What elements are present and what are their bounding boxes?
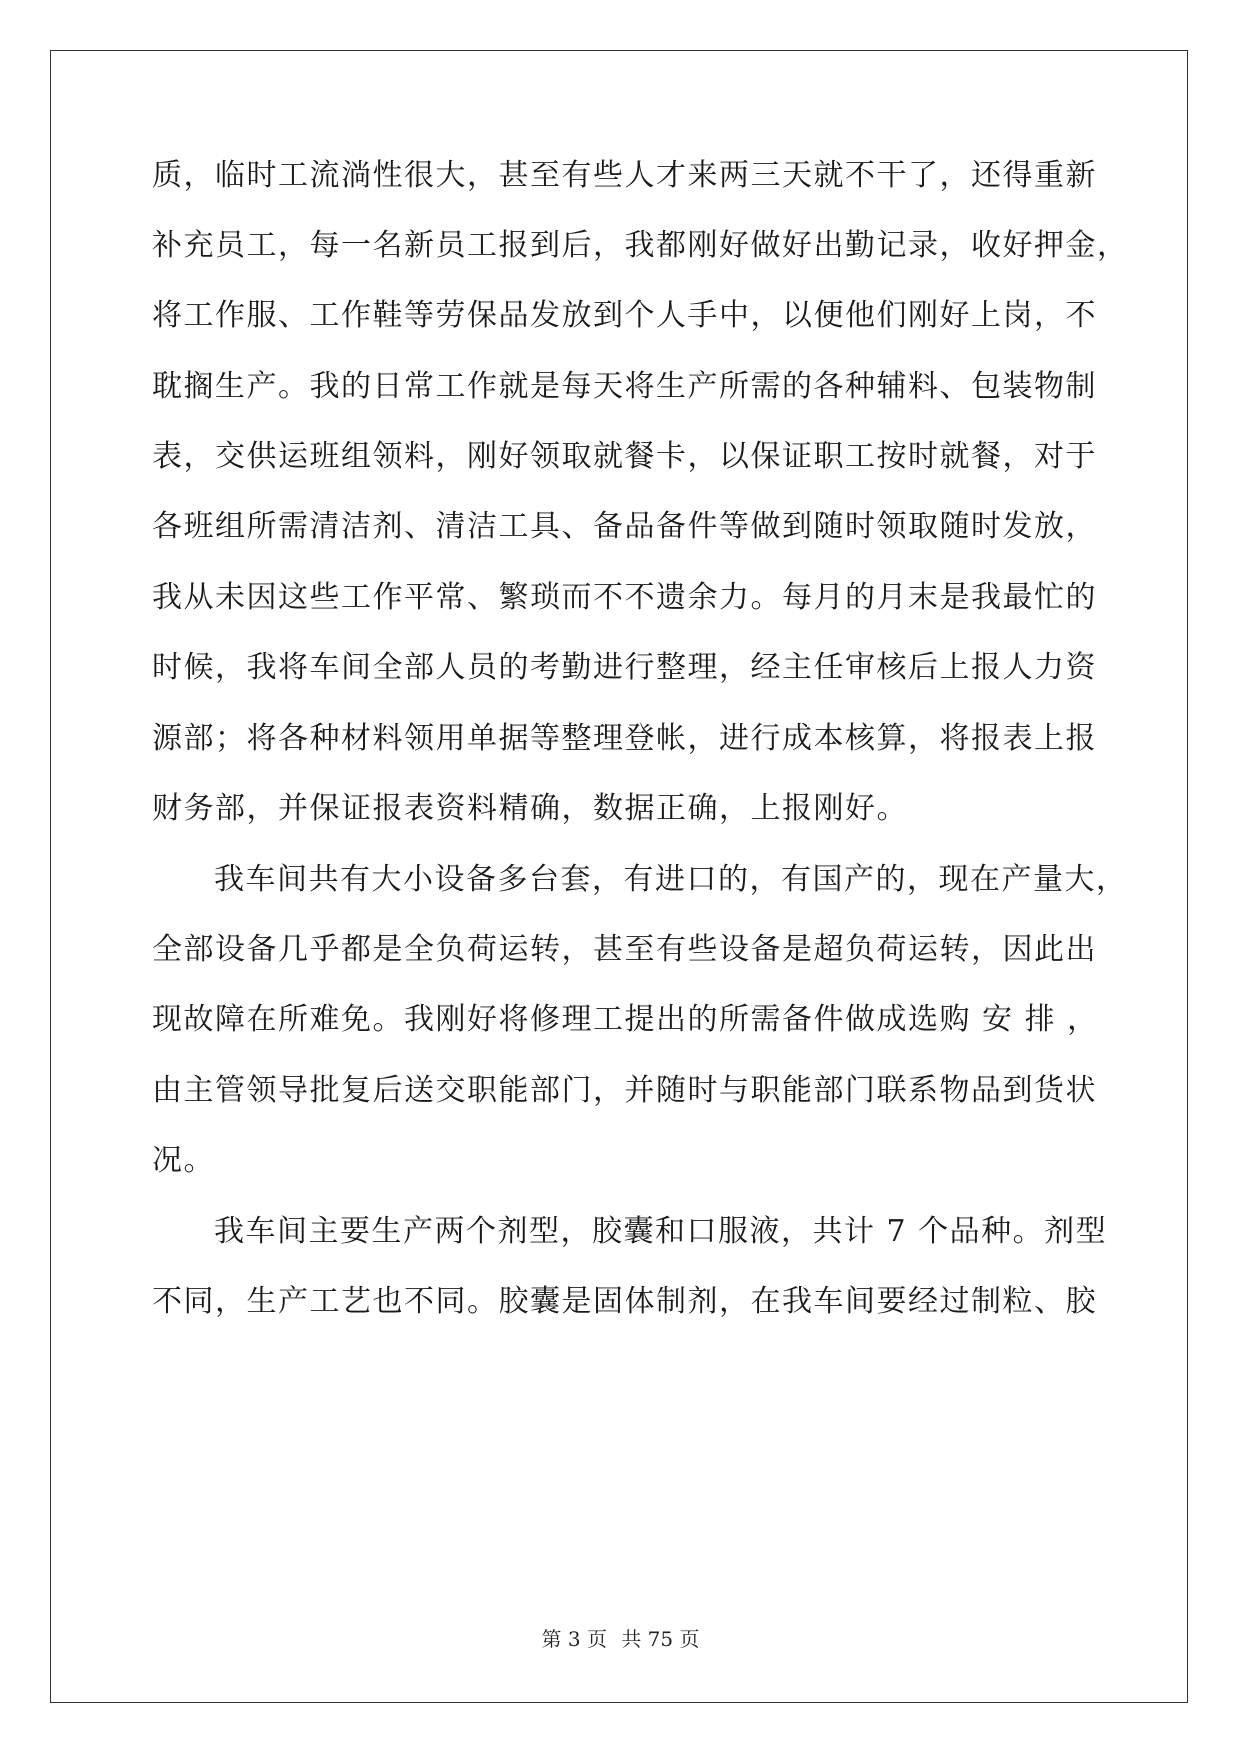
- text-line: 全部设备几乎都是全负荷运转，甚至有些设备是超负荷运转，因此出: [152, 932, 1097, 967]
- text-line: 财务部，并保证报表资料精确，数据正确，上报刚好。: [152, 791, 908, 826]
- text-line: 我从未因这些工作平常、繁琐而不不遗余力。每月的月末是我最忙的: [152, 580, 1097, 615]
- text-line: 由主管领导批复后送交职能部门，并随时与职能部门联系物品到货状: [152, 1073, 1097, 1108]
- page-total: 共 75 页: [621, 1627, 700, 1651]
- text-line: 时候，我将车间全部人员的考勤进行整理，经主任审核后上报人力资: [152, 650, 1097, 685]
- text-line: 表，交供运班组领料，刚好领取就餐卡，以保证职工按时就餐，对于: [152, 439, 1097, 474]
- text-line: 现故障在所难免。我刚好将修理工提出的所需备件做成选购 安 排 ，: [152, 1002, 1099, 1037]
- text-line: 不同，生产工艺也不同。胶囊是固体制剂，在我车间要经过制粒、胶: [152, 1284, 1097, 1319]
- page-footer: [0, 1625, 1241, 1653]
- text-line: 质，临时工流淌性很大，甚至有些人才来两三天就不干了，还得重新: [152, 158, 1097, 193]
- text-line: 各班组所需清洁剂、清洁工具、备品备件等做到随时领取随时发放，: [152, 509, 1097, 544]
- text-line: 将工作服、工作鞋等劳保品发放到个人手中，以便他们刚好上岗，不: [152, 298, 1097, 333]
- text-line: 耽搁生产。我的日常工作就是每天将生产所需的各种辅料、包装物制: [152, 369, 1097, 404]
- text-line: 我车间共有大小设备多台套，有进口的，有国产的，现在产量大，: [214, 862, 1128, 897]
- text-line: 我车间主要生产两个剂型，胶囊和口服液，共计 7 个品种。剂型: [214, 1214, 1108, 1249]
- page-number: 第 3 页: [541, 1627, 607, 1651]
- text-line: 补充员工，每一名新员工报到后，我都刚好做好出勤记录，收好押金，: [152, 228, 1129, 263]
- text-line: 况。: [152, 1143, 215, 1178]
- text-line: 源部；将各种材料领用单据等整理登帐，进行成本核算，将报表上报: [152, 721, 1097, 756]
